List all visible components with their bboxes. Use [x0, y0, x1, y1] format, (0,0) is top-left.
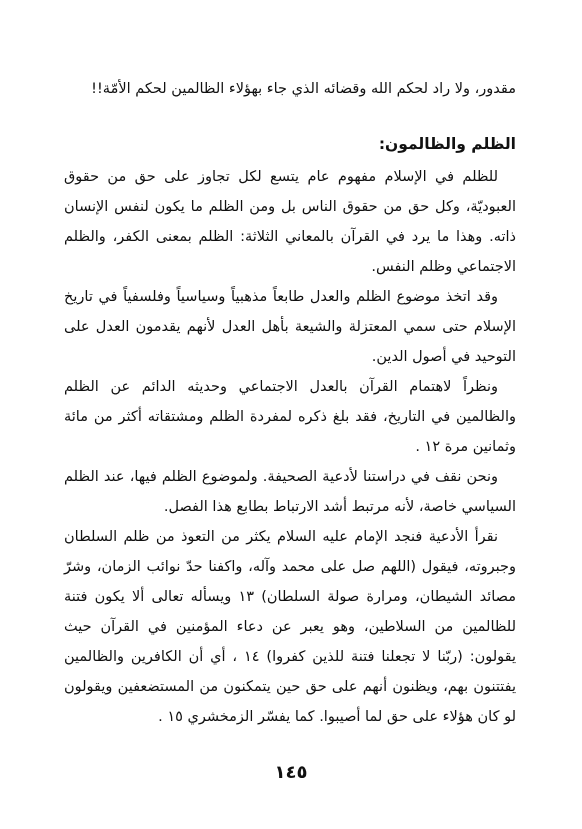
body-text — [64, 162, 516, 732]
paragraph: ونظراً لاهتمام القرآن بالعدل الاجتماعي وحديثه الدائم عن الظلم والظالمين في التاريخ، فقد بلغ ذكره لمفردة الظلم ومشتقاته أكثر من مائة وثمانين مرة ١٢ . — [64, 379, 516, 455]
paragraph: ونحن نقف في دراستنا لأدعية الصحيفة. ولموضوع الظلم فيها، عند الظلم السياسي خاصة، لأنه مرتبط أشد الارتباط بطابع هذا الفصل. — [64, 469, 516, 515]
intro-text: مقدور، ولا راد لحكم الله وقضائه الذي جاء بهؤلاء الظالمين لحكم الأمّة!! — [91, 81, 516, 97]
page-number: ١٤٥ — [274, 762, 308, 783]
paragraph: وقد اتخذ موضوع الظلم والعدل طابعاً مذهبياً وسياسياً وفلسفياً في تاريخ الإسلام حتى سمي المعتزلة والشيعة بأهل العدل لأنهم يقدمون العدل على التوحيد في أصول الدين. — [64, 289, 516, 365]
paragraph: نقرأ الأدعية فنجد الإمام عليه السلام يكثر من التعوذ من ظلم السلطان وجبروته، فيقول (اللهم صل على محمد وآله، واكفنا حدّ نوائب الزمان، وشرّ مصائد الشيطان، ومرارة صولة السلطان) ١٣ ويسأله تعالى ألا يكون فتنة للظالمين من السلاطين، وهو يعبر عن دعاء المؤمنين في القرآن حيث يقولون: (ربّنا لا تجعلنا فتنة للذين كفروا) ١٤ ، أي أن الكافرين والظالمين يفتتنون بهم، ويظنون أنهم على حق حين يتمكنون من المستضعفين ويقولون لو كان هؤلاء على حق لما أصيبوا. كما يفسّر الزمخشري ١٥ . — [64, 529, 516, 725]
section-title: الظلم والظالمون: — [378, 135, 516, 153]
paragraph: للظلم في الإسلام مفهوم عام يتسع لكل تجاوز على حق من حقوق العبوديّة، وكل حق من حقوق الناس بل ومن الظلم ما يكون لنفس الإنسان ذاته. وهذا ما يرد في القرآن بالمعاني الثلاثة: الظلم بمعنى الكفر، والظلم الاجتماعي وظلم النفس. — [64, 169, 516, 275]
